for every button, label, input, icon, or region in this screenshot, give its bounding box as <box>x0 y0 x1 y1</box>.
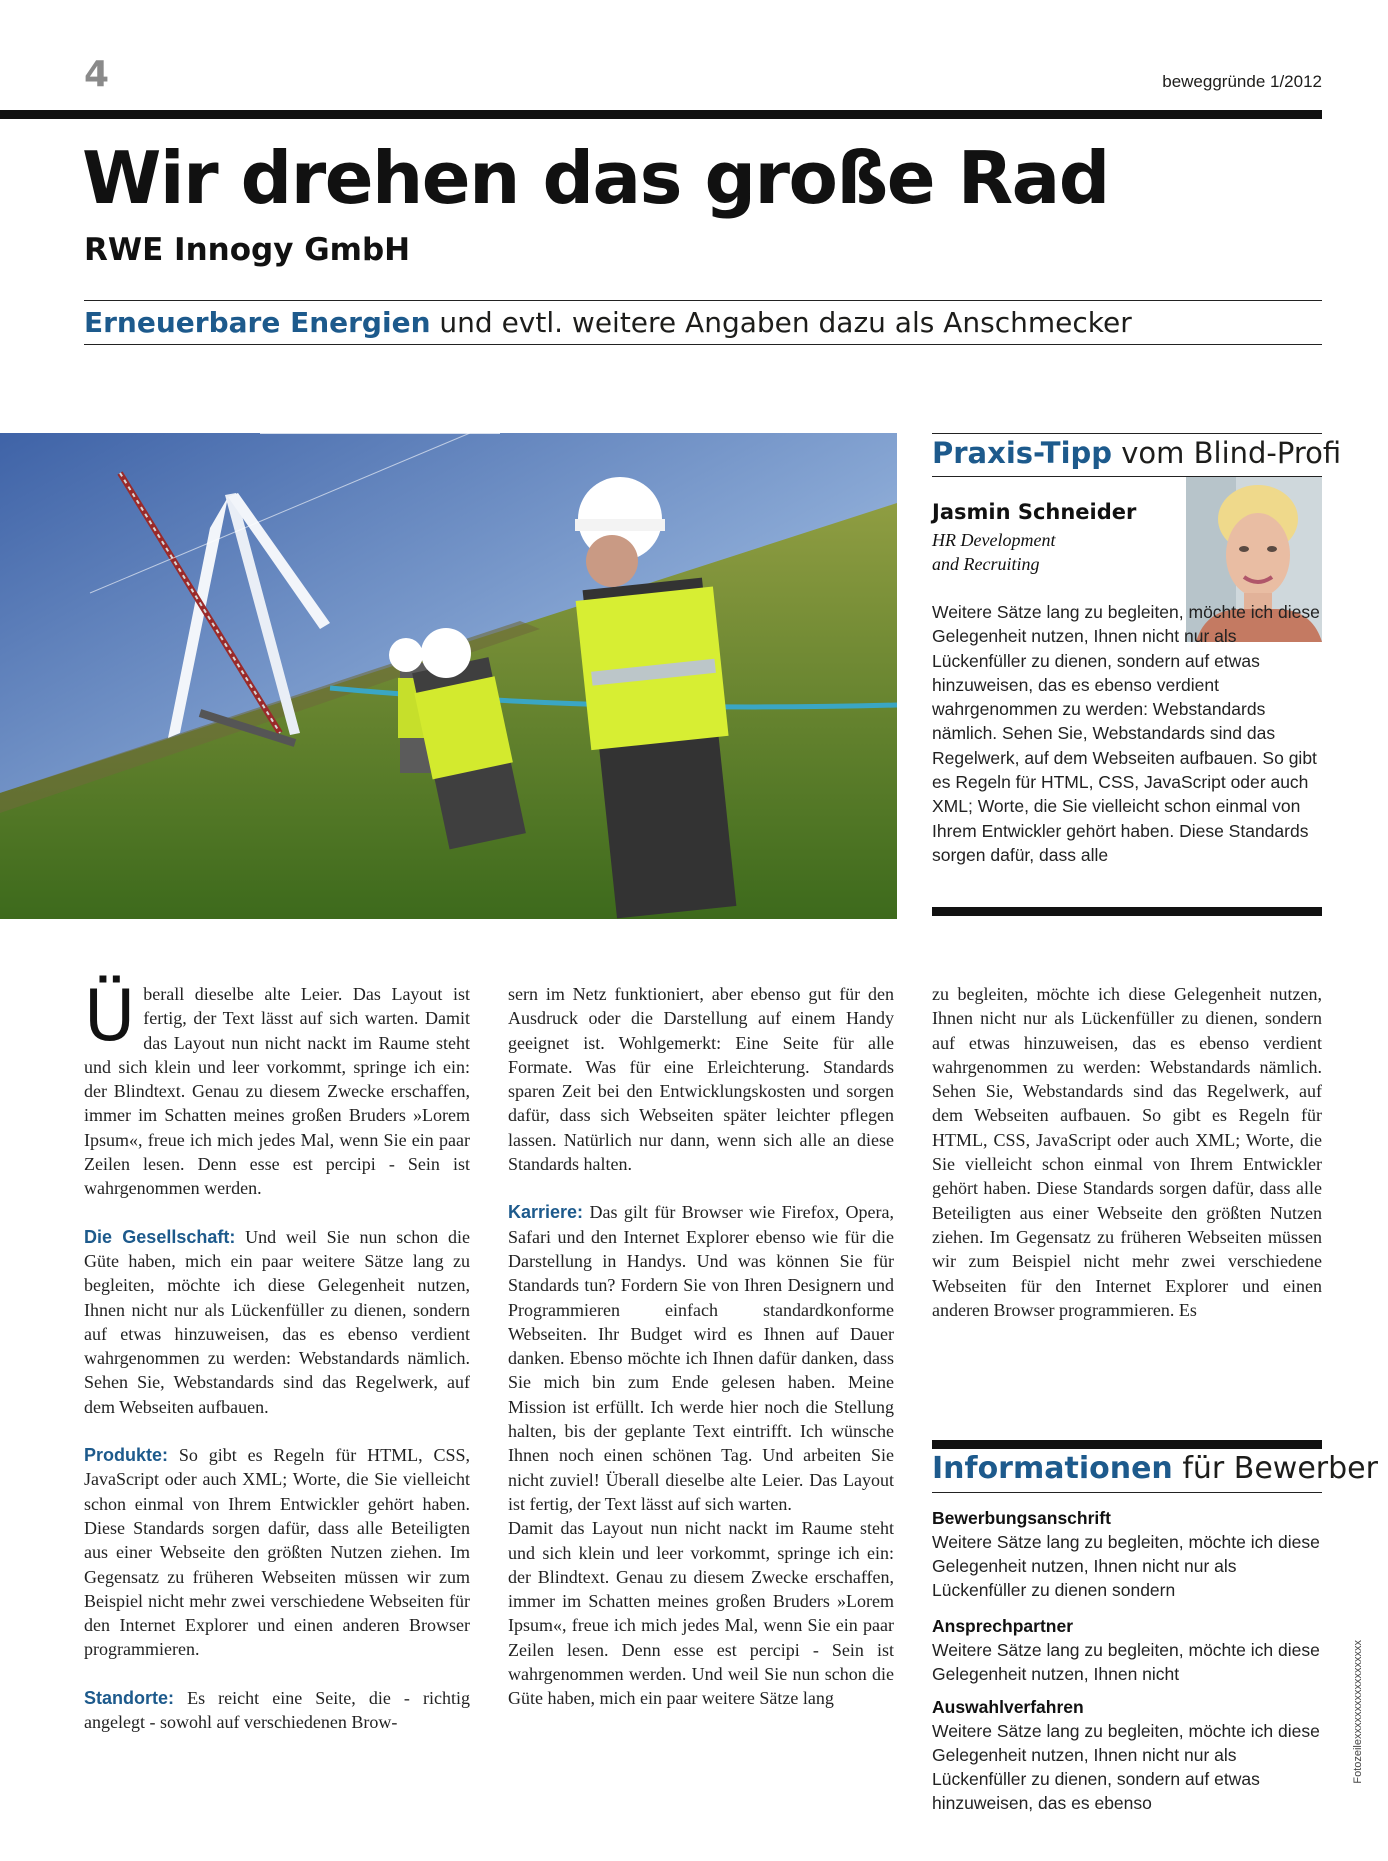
column-1 <box>84 975 470 1734</box>
topic-accent: Erneuerbare Energien <box>84 306 431 339</box>
column-2-paragraph-1: sern im Netz funktioniert, aber ebenso gut für den Ausdruck oder die Darstellung auf einem Handy geeignet ist. Wohlgemerkt: Eine Seite für alle Formate. Was für eine Erleichterung. Standards sparen Zeit bei den Entwicklungskosten und sorgen dafür, dass sich Webseiten später leichter pflegen lassen. Natürlich nur dann, wenn sich alle an diese Standards halten. <box>508 984 894 1175</box>
person-role-line2: and Recruiting <box>932 554 1040 574</box>
top-rule <box>0 110 1322 119</box>
praxis-title <box>932 436 1341 470</box>
column-1-intro <box>84 975 470 1201</box>
headline: Wir drehen das große Rad <box>82 136 1109 220</box>
lead-in-produkte: Produkte: <box>84 1445 169 1466</box>
person-name: Jasmin Schneider <box>932 500 1137 524</box>
column-2 <box>508 982 894 1711</box>
topic-text: und evtl. weitere Angaben dazu als Anschmecker <box>430 306 1132 339</box>
praxis-body <box>932 600 1322 867</box>
person-role-line1: HR Development <box>932 530 1056 550</box>
info-heading: Ansprechpartner <box>932 1616 1074 1636</box>
info-heading: Bewerbungsanschrift <box>932 1508 1111 1528</box>
topic-rule-bottom <box>84 344 1322 345</box>
paragraph-text: Das gilt für Browser wie Firefox, Opera, Safari und den Internet Explorer ebenso wie für die Darstellung in Handys. Und was können Sie für Standards tun? Fordern Sie von Ihren Designern und Programmieren einfach standardkonforme Webseiten. Ihr Budget wird es Ihnen auf Dauer danken. Ebenso möchte ich Ihnen dafür danken, dass Sie mich bin zum Ende gelesen haben. Meine Mission ist erfüllt. Ich werde hier noch die Stellung halten, bis der geplante Text eintrifft. Ich wünsche Ihnen noch einen schönen Tag. Und arbeiten Sie nicht zuviel! Überall dieselbe alte Leier. Das Layout ist fertig, der Text lässt auf sich warten. <box>508 1202 894 1514</box>
issue-label: beweggründe 1/2012 <box>1162 72 1322 91</box>
paragraph-text: So gibt es Regeln für HTML, CSS, JavaScript oder auch XML; Worte, die Sie vielleicht schon einmal von Ihrem Entwickler gehört haben. Diese Standards sorgen dafür, dass alle Beteiligten aus einer Webseite den größten Nutzen ziehen. Im Gegensatz zu früheren Webseiten müssen wir zum Beispiel nicht mehr zwei verschiedene Webseiten für den Internet Explorer und einen anderen Browser programmieren. <box>84 1445 470 1660</box>
wind-turbine-photo <box>0 433 897 919</box>
info-section-3 <box>932 1695 1324 1815</box>
praxis-text: Weitere Sätze lang zu begleiten, möchte ich diese Gelegenheit nutzen, Ihnen nicht nur als Lückenfüller zu dienen, sondern auf etwas hinzuweisen, das es ebenso verdient wahrgenommen zu werden: Webstandards nämlich. Sehen Sie, Webstandards sind das Regelwerk, auf dem Webseiten aufbauen. So gibt es Regeln für HTML, CSS, JavaScript oder auch XML; Worte, die Sie vielleicht schon einmal von Ihrem Entwickler gehört haben. Diese Standards sorgen dafür, dass alle <box>932 602 1320 865</box>
topic-rule-top <box>84 300 1322 301</box>
lead-in-gesellschaft: Die Gesellschaft: <box>84 1226 236 1247</box>
info-title-accent: Informationen <box>932 1451 1173 1486</box>
column-1-paragraph-3 <box>84 1686 470 1735</box>
dropcap: Ü <box>84 975 136 1057</box>
photo-credit: Fotozeilexxxxxxxxxxxxxxxxxx <box>1352 1640 1364 1784</box>
topic-line <box>84 306 1132 339</box>
paragraph-text: Es reicht eine Seite, die - richtig angelegt - sowohl auf verschiedenen Brow- <box>84 1687 470 1733</box>
info-section-2 <box>932 1614 1324 1686</box>
column-1-intro-text: berall dieselbe alte Leier. Das Layout ist fertig, der Text lässt auf sich warten. Damit das Layout nun nicht nackt im Raume steht und sich klein und leer vorkommt, springe ich ein: der Blindtext. Genau zu diesem Zwecke erschaffen, immer im Schatten meines großen Bruders »Lorem Ipsum«, freue ich mich jedes Mal, wenn Sie ein paar Zeilen lesen. Denn esse est percipi - Sein ist wahrgenommen werden. <box>84 984 470 1199</box>
info-text: Weitere Sätze lang zu begleiten, möchte ich diese Gelegenheit nutzen, Ihnen nicht nur als Lückenfüller zu dienen, sondern auf etwas hinzuweisen, das es ebenso <box>932 1721 1320 1813</box>
person-role <box>932 528 1055 576</box>
company-name: RWE Innogy GmbH <box>84 232 411 268</box>
column-1-paragraph-2 <box>84 1443 470 1662</box>
info-text: Weitere Sätze lang zu begleiten, möchte ich diese Gelegenheit nutzen, Ihnen nicht nur als Lückenfüller zu dienen sondern <box>932 1532 1320 1600</box>
praxis-rule-top <box>932 433 1322 434</box>
info-rule-mid <box>932 1492 1322 1493</box>
info-heading: Auswahlverfahren <box>932 1697 1084 1717</box>
praxis-title-text: vom Blind-Profi <box>1112 436 1342 470</box>
info-text: Weitere Sätze lang zu begleiten, möchte ich diese Gelegenheit nutzen, Ihnen nicht <box>932 1640 1320 1684</box>
info-title <box>932 1451 1378 1486</box>
lead-in-standorte: Standorte: <box>84 1687 174 1708</box>
column-2-paragraph-2 <box>508 1200 894 1516</box>
info-section-1 <box>932 1506 1324 1602</box>
hero-photo <box>0 433 897 919</box>
column-3-paragraph-1: zu begleiten, möchte ich diese Gelegenheit nutzen, Ihnen nicht nur als Lückenfüller zu dienen, sondern auf etwas hinzuweisen, das es ebenso verdient wahrgenommen zu werden: Webstandards nämlich. Sehen Sie, Webstandards sind das Regelwerk, auf dem Webseiten aufbauen. So gibt es Regeln für HTML, CSS, JavaScript oder auch XML; Worte, die Sie vielleicht schon einmal von Ihrem Entwickler gehört haben. Diese Standards sorgen dafür, dass alle Beteiligten aus einer Webseite den größten Nutzen ziehen. Im Gegensatz zu früheren Webseiten müssen wir zum Beispiel nicht mehr zwei verschiedene Webseiten für den Internet Explorer und einen anderen Browser programmieren. Es <box>932 984 1322 1320</box>
column-2-paragraph-3: Damit das Layout nun nicht nackt im Raume steht und sich klein und leer vorkommt, springe ich ein: der Blindtext. Genau zu diesem Zwecke erschaffen, immer im Schatten meines großen Bruders »Lorem Ipsum«, freue ich mich jedes Mal, wenn Sie ein paar Zeilen lesen. Denn esse est percipi - Sein ist wahrgenommen werden. Und weil Sie nun schon die Güte haben, mich ein paar weitere Sätze lang <box>508 1518 894 1709</box>
page-number: 4 <box>84 54 110 95</box>
info-rule-top <box>932 1440 1322 1449</box>
praxis-title-accent: Praxis-Tipp <box>932 436 1113 470</box>
info-title-text: für Bewerber <box>1172 1451 1378 1486</box>
paragraph-text: Und weil Sie nun schon die Güte haben, mich ein paar weitere Sätze lang zu begleiten, möchte ich diese Gelegenheit nutzen, Ihnen nicht nur als Lückenfüller zu dienen, sondern auf etwas hinzuweisen, das es ebenso verdient wahrgenommen zu werden: Webstandards nämlich. Sehen Sie, Webstandards sind das Regelwerk, auf dem Webseiten aufbauen. <box>84 1226 470 1417</box>
column-1-paragraph-1 <box>84 1225 470 1419</box>
lead-in-karriere: Karriere: <box>508 1202 584 1223</box>
column-3 <box>932 982 1322 1322</box>
praxis-rule-bottom <box>932 907 1322 916</box>
